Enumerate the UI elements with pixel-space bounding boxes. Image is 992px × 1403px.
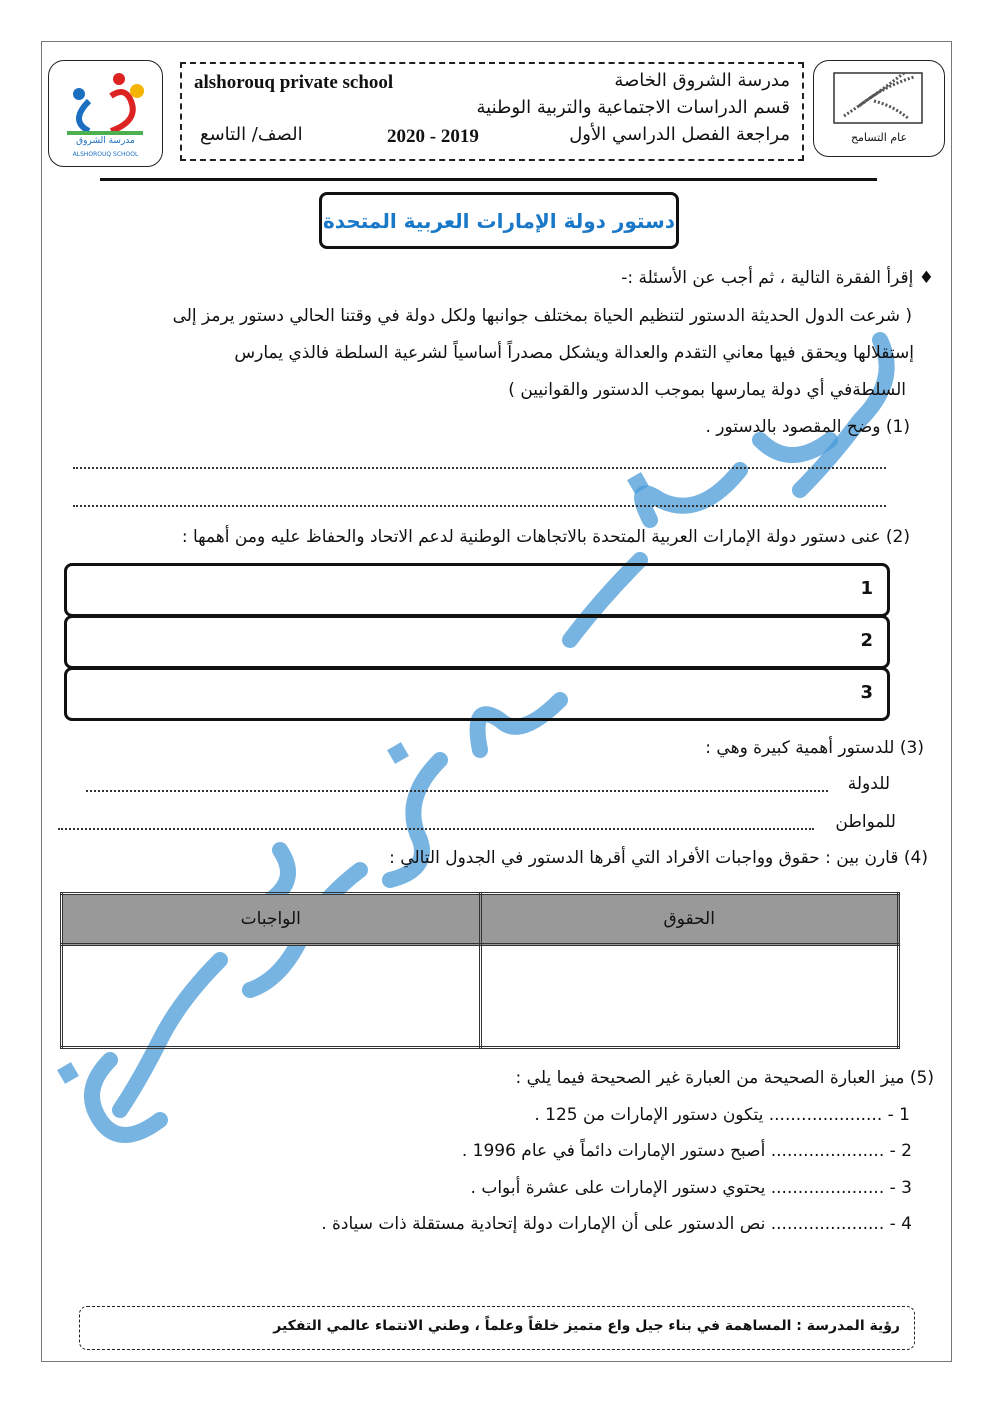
paragraph-line-3: السلطةفي أي دولة يمارسها بموجب الدستور والقوانيين ) — [508, 380, 906, 400]
tolerance-logo — [813, 60, 945, 157]
logo-text-en: ALSHOROUQ SCHOOL — [72, 151, 139, 158]
answer-box-2[interactable] — [64, 615, 890, 669]
school-vision: رؤية المدرسة : المساهمة في بناء جيل واع متميز خلقاً وعلماً ، وطني الانتماء عالمي التفكير — [273, 1318, 900, 1334]
grade: الصف/ التاسع — [200, 124, 303, 145]
answer-line-1[interactable] — [73, 467, 886, 469]
question-1: (1) وضح المقصود بالدستور . — [705, 417, 910, 437]
q5-item-4: 4 - ..................... نص الدستور على أن الإمارات دولة إتحادية مستقلة ذات سيادة . — [321, 1214, 912, 1234]
q3-state-label: للدولة — [847, 774, 890, 794]
question-3: (3) للدستور أهمية كبيرة وهي : — [705, 738, 924, 758]
answer-box-number: 2 — [860, 630, 873, 651]
worksheet-title: دستور دولة الإمارات العربية المتحدة — [322, 208, 676, 233]
duties-header: الواجبات — [62, 894, 481, 945]
paragraph-line-1: ( شرعت الدول الحديثة الدستور لتنظيم الحياة بمختلف جوانبها ولكل دولة في وقتنا الحالي دستور يرمز إلى — [172, 306, 912, 326]
rights-cell[interactable] — [480, 945, 899, 1048]
answer-box-number: 3 — [860, 682, 873, 703]
tolerance-text: عام التسامح — [850, 131, 908, 144]
q5-item-2: 2 - ..................... أصبح دستور الإمارات دائماً في عام 1996 . — [461, 1141, 912, 1161]
instruction: ♦ إقرأ الفقرة التالية ، ثم أجب عن الأسئلة :- — [621, 268, 934, 288]
duties-cell[interactable] — [62, 945, 481, 1048]
q3-citizen-answer-line[interactable] — [58, 828, 814, 830]
header-box — [180, 62, 804, 161]
q3-state-answer-line[interactable] — [86, 790, 828, 792]
school-name-ar: مدرسة الشروق الخاصة — [614, 70, 790, 91]
paragraph-line-2: إستقلالها ويحقق فيها معاني التقدم والعدالة ويشكل مصدراً أساسياً لشرعية السلطة فالذي يمارس — [234, 343, 914, 363]
q3-citizen-label: للمواطن — [835, 812, 896, 832]
review-label: مراجعة الفصل الدراسي الأول — [569, 124, 790, 145]
rights-duties-table — [60, 892, 900, 1049]
school-year: 2020 - 2019 — [387, 126, 479, 147]
school-logo — [48, 60, 163, 167]
school-vision-box — [79, 1306, 915, 1350]
answer-line-2[interactable] — [73, 505, 886, 507]
worksheet-title-box — [319, 192, 679, 249]
department: قسم الدراسات الاجتماعية والتربية الوطنية — [476, 97, 790, 118]
school-name-en: alshorouq private school — [194, 72, 394, 93]
question-2: (2) عنى دستور دولة الإمارات العربية المتحدة بالاتجاهات الوطنية لدعم الاتحاد والحفاظ عليه ومن أهمها : — [181, 527, 910, 547]
watermark-stroke — [642, 470, 740, 520]
answer-box-1[interactable] — [64, 563, 890, 617]
answer-box-number: 1 — [860, 578, 873, 599]
answer-box-3[interactable] — [64, 667, 890, 721]
question-5: (5) ميز العبارة الصحيحة من العبارة غير الصحيحة فيما يلي : — [515, 1068, 934, 1088]
rights-header: الحقوق — [480, 894, 899, 945]
watermark-dot — [387, 742, 409, 764]
logo-text-ar: مدرسة الشروق — [76, 136, 135, 146]
q5-item-1: 1 - ..................... يتكون دستور الإمارات من 125 . — [534, 1105, 910, 1125]
q5-item-3: 3 - ..................... يحتوي دستور الإمارات على عشرة أبواب . — [470, 1178, 912, 1198]
watermark-stroke — [760, 440, 830, 455]
watermark-dot — [57, 1062, 79, 1084]
header-divider — [100, 178, 877, 181]
question-4: (4) قارن بين : حقوق وواجبات الأفراد التي أقرها الدستور في الجدول التالي : — [389, 848, 928, 868]
